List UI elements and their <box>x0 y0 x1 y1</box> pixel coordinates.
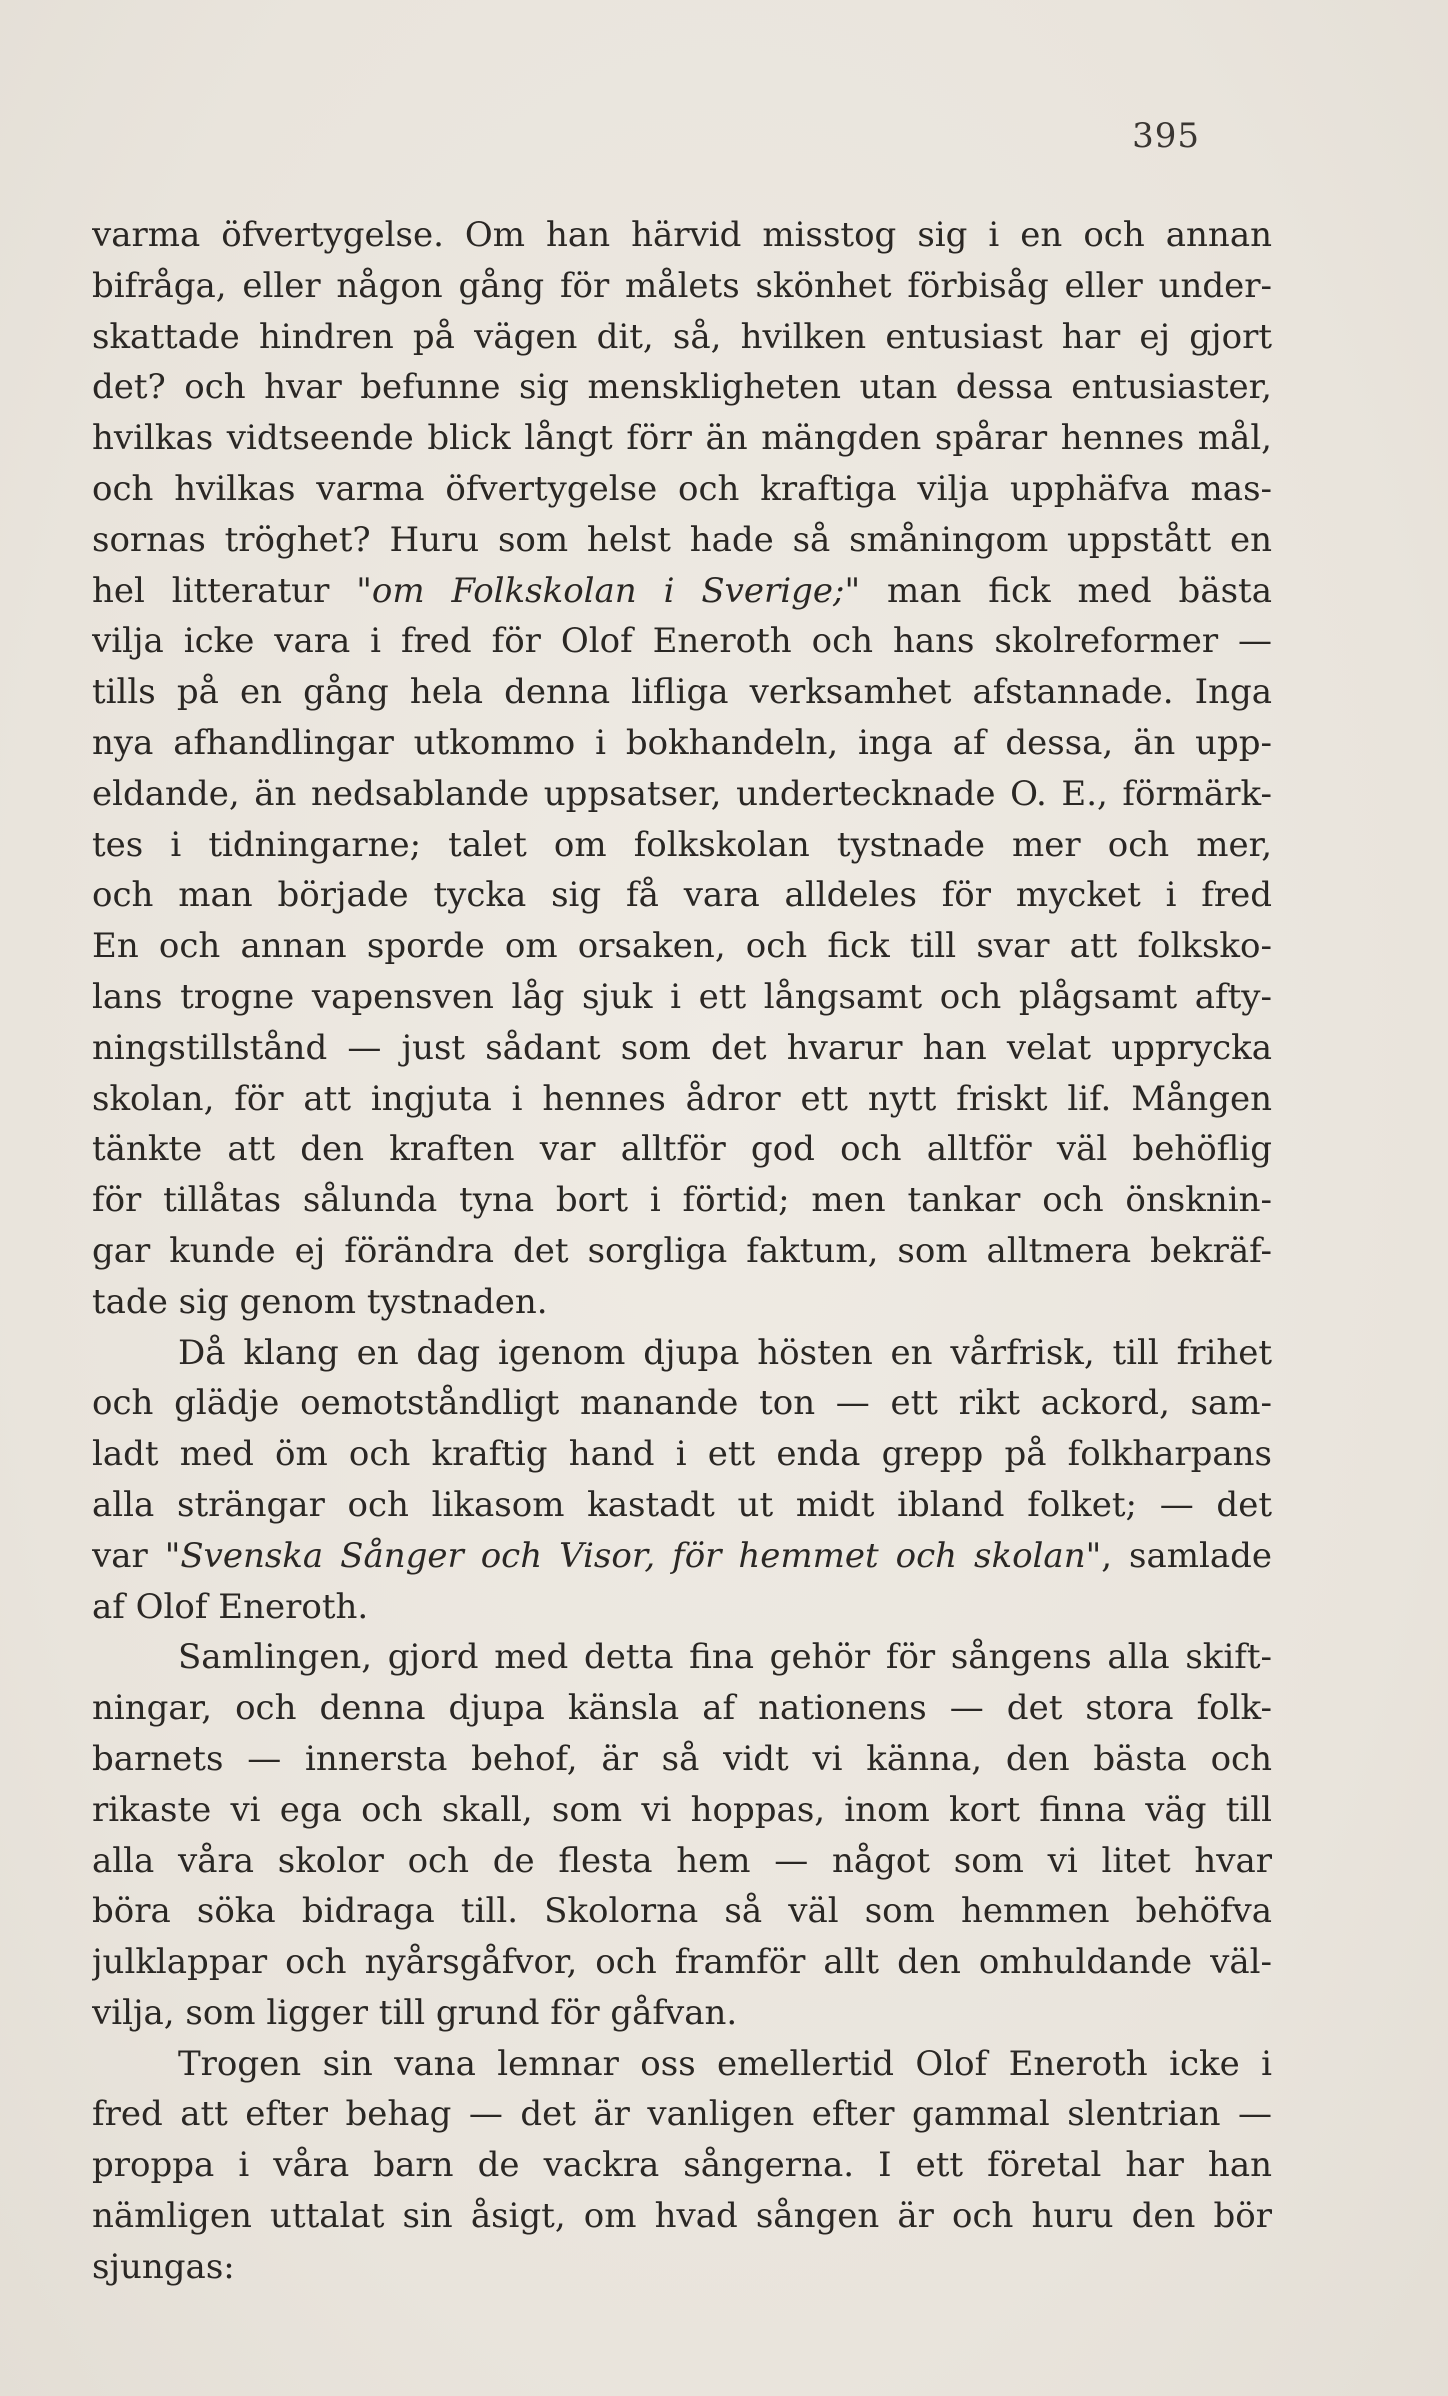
text-line <box>92 1480 1272 1531</box>
text-run: " man fick med bästa <box>844 570 1272 611</box>
text-run: skattade hindren på vägen dit, så, hvilken entusiast har ej gjort <box>92 316 1272 357</box>
text-run: ladt med öm och kraftig hand i ett enda grepp på folkharpans <box>92 1434 1272 1475</box>
text-line <box>92 566 1272 617</box>
text-run: En och annan sporde om orsaken, och fick till svar att folksko- <box>92 926 1272 967</box>
text-line <box>92 870 1272 921</box>
text-run: alla våra skolor och de flesta hem — något som vi litet hvar <box>92 1840 1272 1881</box>
text-run: julklappar och nyårsgåfvor, och framför allt den omhuldande väl- <box>92 1942 1272 1983</box>
text-line <box>92 1023 1272 1074</box>
text-run: och man började tycka sig få vara alldeles för mycket i fred <box>92 875 1272 916</box>
text-line <box>92 1124 1272 1175</box>
text-run: tade sig genom tystnaden. <box>92 1281 548 1322</box>
text-line <box>92 718 1272 769</box>
text-run: ningstillstånd — just sådant som det hvarur han velat upprycka <box>92 1027 1272 1068</box>
text-run: hvilkas vidtseende blick långt förr än mängden spårar hennes mål, <box>92 418 1272 459</box>
text-line <box>92 464 1272 515</box>
text-line <box>92 1683 1272 1734</box>
text-run: böra söka bidraga till. Skolorna så väl som hemmen behöfva <box>92 1891 1272 1932</box>
text-run: vilja icke vara i fred för Olof Eneroth och hans skolreformer — <box>92 621 1272 662</box>
text-run: vilja, som ligger till grund för gåfvan. <box>92 1992 738 2033</box>
text-line <box>92 667 1272 718</box>
text-line <box>92 1734 1272 1785</box>
text-run: skolan, för att ingjuta i hennes ådror ett nytt friskt lif. Mången <box>92 1078 1272 1119</box>
text-line <box>92 1836 1272 1887</box>
text-line <box>92 2242 1272 2293</box>
text-line <box>92 2089 1272 2140</box>
text-run: nya afhandlingar utkommo i bokhandeln, inga af dessa, än upp- <box>92 722 1272 763</box>
text-run: eldande, än nedsablande uppsatser, undertecknade O. E., förmärk- <box>92 773 1272 814</box>
text-line <box>92 1226 1272 1277</box>
text-run: nämligen uttalat sin åsigt, om hvad sången är och huru den bör <box>92 2196 1272 2237</box>
text-run: tills på en gång hela denna lifliga verksamhet afstannade. Inga <box>92 672 1272 713</box>
text-run: af Olof Eneroth. <box>92 1586 369 1627</box>
text-run: tänkte att den kraften var alltför god och alltför väl behöflig <box>92 1129 1272 1170</box>
text-run: bifråga, eller någon gång för målets skönhet förbisåg eller under- <box>92 265 1272 306</box>
text-run: Samlingen, gjord med detta fina gehör för sångens alla skift- <box>178 1637 1272 1678</box>
text-run: ningar, och denna djupa känsla af nationens — det stora folk- <box>92 1688 1272 1729</box>
text-line <box>92 1531 1272 1582</box>
text-run: sjungas: <box>92 2246 235 2287</box>
text-run: gar kunde ej förändra det sorgliga faktum, som alltmera bekräf- <box>92 1230 1272 1271</box>
text-line <box>92 1378 1272 1429</box>
page-number: 395 <box>1132 116 1200 156</box>
text-run: ", samlade <box>1085 1535 1272 1576</box>
text-line <box>92 769 1272 820</box>
text-run: barnets — innersta behof, är så vidt vi känna, den bästa och <box>92 1738 1272 1779</box>
text-line <box>92 1429 1272 1480</box>
text-line <box>92 1937 1272 1988</box>
text-run: och glädje oemotståndligt manande ton — ett rikt ackord, sam- <box>92 1383 1272 1424</box>
text-run: tes i tidningarne; talet om folkskolan tystnade mer och mer, <box>92 824 1272 865</box>
italic-title: om Folkskolan i Sverige; <box>371 570 845 611</box>
text-run: sornas tröghet? Huru som helst hade så småningom uppstått en <box>92 519 1272 560</box>
text-run: och hvilkas varma öfvertygelse och kraftiga vilja upphäfva mas- <box>92 468 1272 509</box>
text-run: Trogen sin vana lemnar oss emellertid Olof Eneroth icke i <box>178 2043 1272 2084</box>
text-line <box>92 261 1272 312</box>
text-line <box>92 1277 1272 1328</box>
italic-title: Svenska Sånger och Visor, för hemmet och skolan <box>180 1535 1086 1576</box>
text-line <box>92 1886 1272 1937</box>
text-line <box>92 2039 1272 2090</box>
text-line <box>92 1175 1272 1226</box>
text-run: alla strängar och likasom kastadt ut midt ibland folket; — det <box>92 1484 1272 1525</box>
text-line <box>92 413 1272 464</box>
text-line <box>92 1632 1272 1683</box>
text-line <box>92 312 1272 363</box>
text-line <box>92 921 1272 972</box>
text-line <box>92 2140 1272 2191</box>
text-line <box>92 1074 1272 1125</box>
text-run: fred att efter behag — det är vanligen efter gammal slentrian — <box>92 2094 1272 2135</box>
text-line <box>92 1785 1272 1836</box>
text-line <box>92 1328 1272 1379</box>
text-run: för tillåtas sålunda tyna bort i förtid; men tankar och önsknin- <box>92 1180 1272 1221</box>
text-line <box>92 210 1272 261</box>
text-run: rikaste vi ega och skall, som vi hoppas, inom kort finna väg till <box>92 1789 1272 1830</box>
text-line <box>92 515 1272 566</box>
text-run: hel litteratur " <box>92 570 372 611</box>
text-line <box>92 616 1272 667</box>
text-run: var " <box>92 1535 181 1576</box>
text-line <box>92 362 1272 413</box>
text-line <box>92 820 1272 871</box>
text-run: det? och hvar befunne sig menskligheten utan dessa entusiaster, <box>92 367 1272 408</box>
text-line <box>92 1988 1272 2039</box>
text-run: lans trogne vapensven låg sjuk i ett långsamt och plågsamt afty- <box>92 976 1272 1017</box>
text-run: Då klang en dag igenom djupa hösten en vårfrisk, till frihet <box>178 1332 1272 1373</box>
body-text <box>92 210 1272 2293</box>
text-line <box>92 972 1272 1023</box>
text-run: proppa i våra barn de vackra sångerna. I ett företal har han <box>92 2145 1272 2186</box>
text-run: varma öfvertygelse. Om han härvid misstog sig i en och annan <box>92 215 1272 255</box>
text-line <box>92 2191 1272 2242</box>
text-line <box>92 1582 1272 1633</box>
